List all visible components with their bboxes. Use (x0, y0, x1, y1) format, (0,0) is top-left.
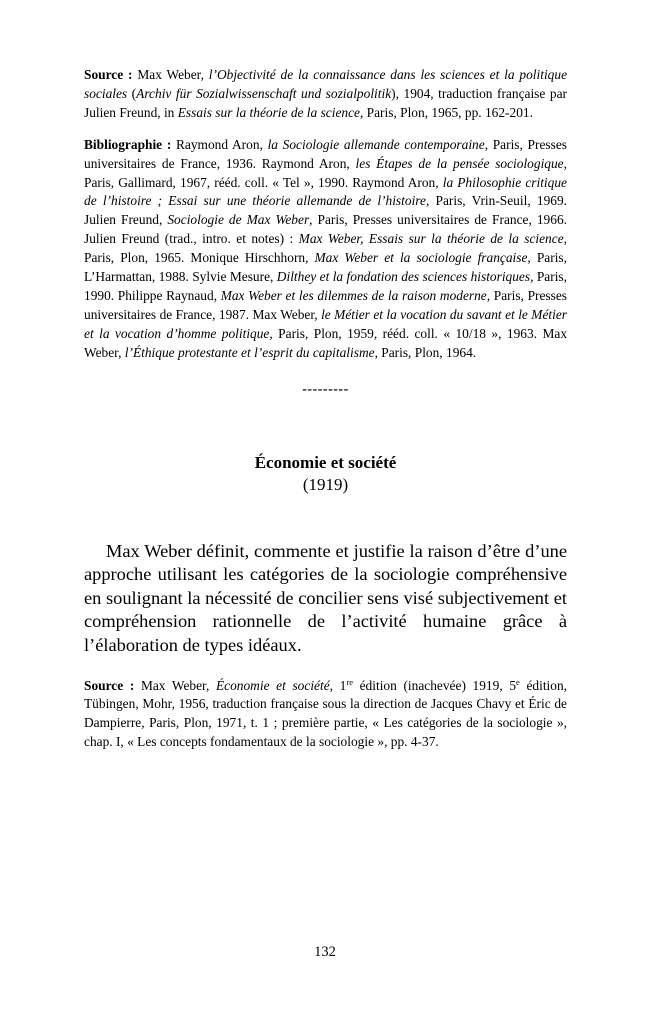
bibliography-note (84, 136, 567, 363)
bibliography-label: Bibliographie : (84, 136, 172, 152)
intro-paragraph: Max Weber définit, commente et justifie la raison d’être d’une approche utilisant les catégories de la sociologie compréhensive en soulignant la nécessité de concilier sens visé subjectivement et compréhension rationnelle de l’activité humaine grâce à l’élaboration de types idéaux. (84, 540, 567, 655)
work-title: Économie et société (254, 452, 397, 472)
page-content (84, 66, 567, 752)
bibliography-text: , Paris, Plon, 1959, rééd. coll. « 10/18 », 1963. Max Weber, (84, 325, 568, 360)
bibliography-title: Dilthey et la fondation des sciences historiques (276, 269, 531, 285)
source-text: édition (inachevée) 1919, 5 (352, 677, 517, 693)
source-journal-title: Archiv für Sozialwissenschaft und sozialpolitik (136, 85, 392, 101)
source-text: Max Weber, (134, 677, 216, 693)
source-book-title: Essais sur la théorie de la science (177, 104, 360, 120)
bibliography-text: Raymond Aron, (171, 136, 268, 152)
bibliography-title: Max Weber et la sociologie française (314, 250, 528, 266)
source-work-title: Économie et société (215, 677, 330, 693)
source-text: , 1 (329, 677, 347, 693)
source-text: , Paris, Plon, 1965, pp. 162-201. (359, 104, 533, 120)
ordinal-superscript: re (346, 676, 353, 687)
bibliography-title: l’Éthique protestante et l’esprit du capitalisme (124, 344, 375, 360)
ordinal-superscript: e (516, 676, 520, 687)
bibliography-text: , Paris, Presses universitaires de France, 1987. Max Weber, (84, 287, 567, 322)
source-label: Source : (84, 677, 135, 693)
source-work-title: l’Objectivité de la connaissance dans les sciences et la politique sociales (84, 67, 568, 101)
bibliography-text: , Paris, Presses universitaires de France, 1966. Julien Freund (trad., intro. et notes) : (84, 212, 567, 247)
source-note-objectivite (84, 66, 567, 123)
bibliography-text: , Paris, Vrin-Seuil, 1969. Julien Freund, (84, 193, 567, 228)
bibliography-text: , Paris, L’Harmattan, 1988. Sylvie Mesure, (84, 250, 567, 285)
bibliography-title: Max Weber et les dilemmes de la raison moderne (220, 287, 487, 303)
bibliography-text: , Paris, Plon, 1965. Monique Hirschhorn, (84, 231, 567, 266)
source-note-economie (84, 677, 567, 753)
bibliography-title: la Philosophie critique de l’histoire ; Essai sur une théorie allemande de l’histoire (84, 174, 567, 209)
bibliography-text: , Paris, Presses universitaires de France, 1936. Raymond Aron, (84, 136, 567, 171)
bibliography-title: les Étapes de la pensée sociologique (355, 155, 564, 171)
bibliography-title: la Sociologie allemande contemporaine (267, 136, 485, 152)
bibliography-title: Sociologie de Max Weber (167, 212, 310, 228)
source-text: édition, Tübingen, Mohr, 1956, traduction française sous la direction de Jacques Chavy et Éric de Dampierre, Paris, Plon, 1971, t. 1 ; première partie, « Les catégories de la sociologie », chap. I, « Les concepts fondamentaux de la sociologie », pp. 4-37. (84, 677, 567, 750)
source-label: Source : (84, 67, 133, 82)
bibliography-text: , Paris, 1990. Philippe Raynaud, (84, 269, 567, 303)
work-year: (1919) (302, 474, 349, 494)
bibliography-text: , Paris, Plon, 1964. (374, 344, 477, 360)
page-number: 132 (314, 944, 336, 960)
source-text: ( (127, 85, 137, 101)
source-text: ), 1904, traduction française par Julien Freund, in (84, 85, 567, 120)
section-separator: --------- (302, 381, 349, 397)
bibliography-title: Max Weber, Essais sur la théorie de la science (298, 231, 564, 247)
bibliography-title: le Métier et la vocation du savant et le Métier et la vocation d’homme politique (84, 306, 567, 341)
source-text: Max Weber, (132, 67, 209, 82)
bibliography-text: , Paris, Gallimard, 1967, rééd. coll. « Tel », 1990. Raymond Aron, (84, 155, 567, 190)
